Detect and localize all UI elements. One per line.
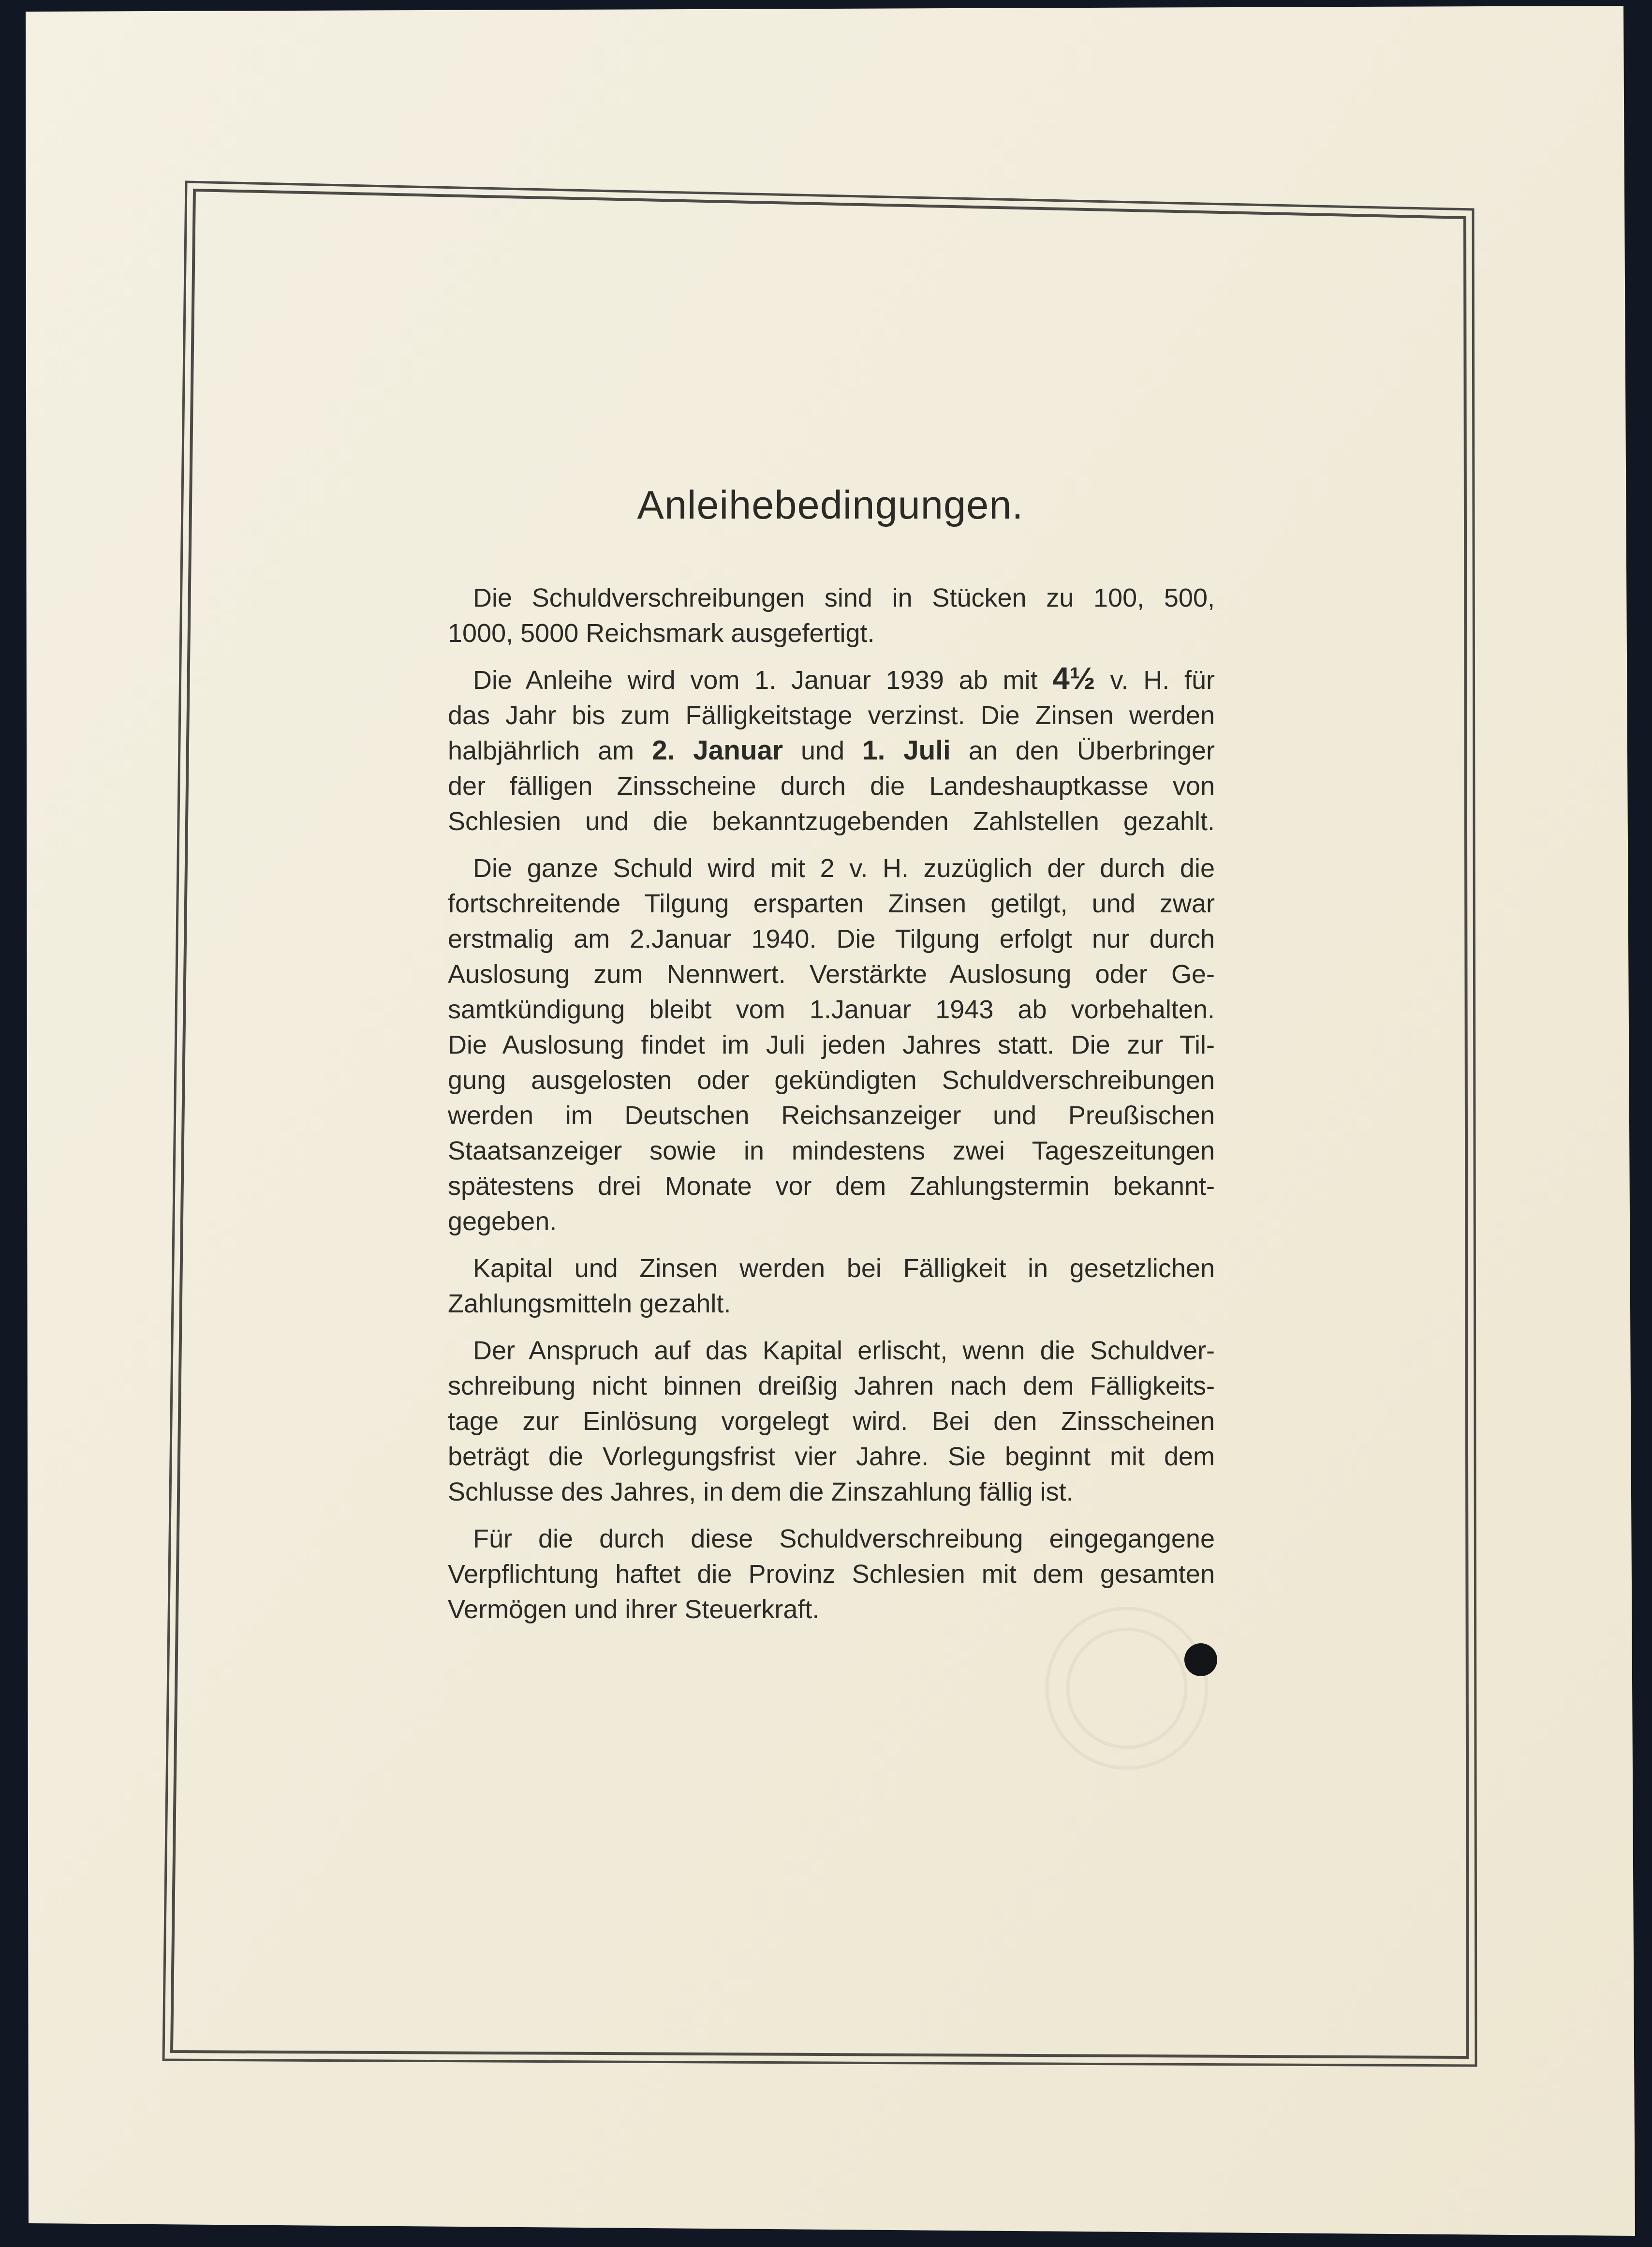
document-title: Anleihebedingungen. [637,482,1024,527]
condition-line: Schlesien und die bekanntzugebenden Zahlstellen gezahlt. [448,807,1215,836]
condition-line: Vermögen und ihrer Steuerkraft. [448,1595,820,1624]
line-segment: halbjährlich am [448,736,652,765]
condition-line: beträgt die Vorlegungsfrist vier Jahre. Sie beginnt mit dem [448,1442,1215,1471]
condition-paragraph-redemption [448,851,1215,1239]
line-segment: v. H. für [1095,666,1215,695]
condition-line: Die Auslosung findet im Juli jeden Jahres statt. Die zur Til- [448,1030,1215,1059]
interest-rate-emphasis: 4½ [1052,661,1095,696]
payment-date-january-emphasis: 2. Januar [652,735,783,766]
condition-line: Die Schuldverschreibungen sind in Stücken zu 100, 500, [473,583,1215,612]
condition-line: Schlusse des Jahres, in dem die Zinszahlung fällig ist. [448,1477,1074,1506]
condition-line: Die ganze Schuld wird mit 2 v. H. zuzüglich der durch die [473,854,1215,883]
condition-line: Zahlungsmitteln gezahlt. [448,1289,731,1318]
condition-line: gung ausgelosten oder gekündigten Schuldverschreibungen [448,1066,1215,1095]
condition-line: das Jahr bis zum Fälligkeitstage verzinst. Die Zinsen werden [448,701,1215,730]
condition-line: werden im Deutschen Reichsanzeiger und Preußischen [448,1101,1215,1130]
condition-line: spätestens drei Monate vor dem Zahlungstermin bekannt- [448,1172,1215,1201]
punch-hole [1184,1643,1217,1676]
loan-conditions-body [448,580,1215,1627]
condition-line: Verpflichtung haftet die Provinz Schlesien mit dem gesamten [448,1560,1215,1589]
condition-line: tage zur Einlösung vorgelegt wird. Bei den Zinsscheinen [448,1407,1215,1436]
line-segment: und [783,736,863,765]
condition-line: Für die durch diese Schuldverschreibung eingegangene [473,1524,1215,1553]
condition-line: Kapital und Zinsen werden bei Fälligkeit in gesetzlichen [473,1254,1215,1283]
condition-line [448,663,1215,698]
condition-line: Der Anspruch auf das Kapital erlischt, wenn die Schuldver- [473,1336,1215,1365]
condition-line: Staatsanzeiger sowie in mindestens zwei Tageszeitungen [448,1136,1215,1165]
condition-paragraph-interest [448,663,1215,839]
condition-line [448,733,1215,769]
condition-paragraph-legal-tender [448,1251,1215,1322]
condition-line: erstmalig am 2.Januar 1940. Die Tilgung erfolgt nur durch [448,924,1215,953]
condition-line: Auslosung zum Nennwert. Verstärkte Auslosung oder Ge- [448,960,1215,989]
condition-paragraph-liability [448,1521,1215,1627]
condition-line: der fälligen Zinsscheine durch die Landeshauptkasse von [448,772,1215,801]
condition-line: samtkündigung bleibt vom 1.Januar 1943 ab vorbehalten. [448,995,1215,1024]
payment-date-july-emphasis: 1. Juli [862,735,951,766]
line-segment: an den Überbringer [950,736,1215,765]
condition-line: fortschreitende Tilgung ersparten Zinsen getilgt, und zwar [448,889,1215,918]
condition-line: schreibung nicht binnen dreißig Jahren nach dem Fälligkeits- [448,1371,1215,1400]
condition-line: gegeben. [448,1207,557,1236]
condition-paragraph-limitation [448,1333,1215,1510]
condition-paragraph-denominations [448,580,1215,651]
condition-line: 1000, 5000 Reichsmark ausgefertigt. [448,619,875,648]
line-segment: Die Anleihe wird vom 1. Januar 1939 ab mit [473,666,1053,695]
